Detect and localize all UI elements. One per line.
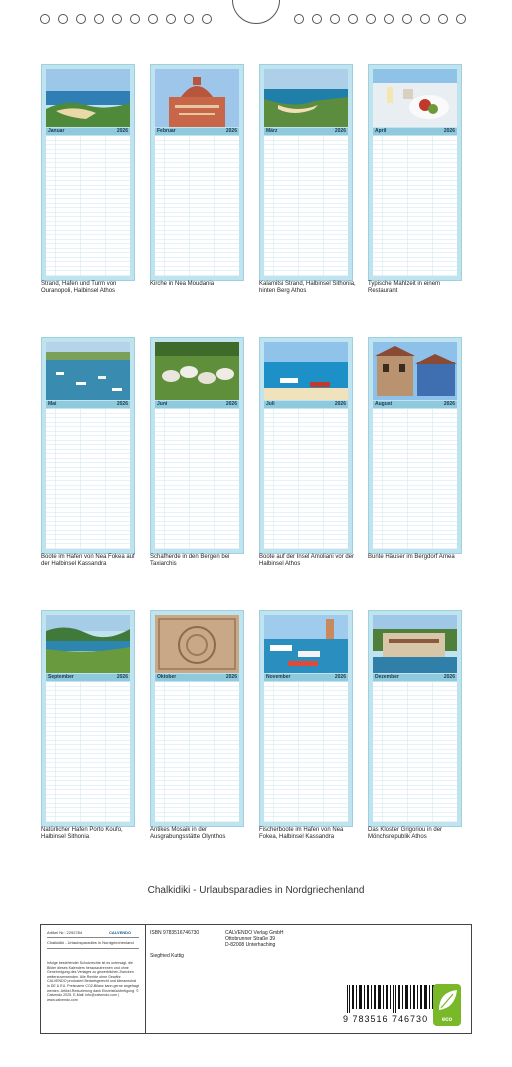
month-name: Juli — [266, 401, 275, 407]
publisher-street: Ottobrunner Straße 39 — [225, 936, 276, 942]
day-grid — [155, 409, 239, 549]
month-year: 2026 — [443, 401, 455, 407]
leaf-icon — [433, 986, 461, 1014]
photo-meal — [373, 69, 457, 127]
month-panel-maerz — [259, 64, 353, 281]
month-year: 2026 — [116, 128, 128, 134]
caption-maerz: Kalamitsi Strand, Halbinsel Sithonia, hinten Berg Athos — [259, 281, 356, 294]
eco-badge — [433, 984, 461, 1026]
caption-dezember: Das Kloster Grigoriou in der Mönchsrepublik Athos — [368, 827, 443, 840]
article-number: Artikel Nr.: 2292784 — [47, 930, 83, 935]
month-name: Oktober — [157, 674, 177, 680]
caption-februar: Kirche in Nea Moudania — [150, 281, 215, 287]
month-panel-juni — [150, 337, 244, 554]
caption-oktober: Antikes Mosaik in der Ausgrabungsstätte Olynthos — [150, 827, 226, 840]
month-name: Februar — [157, 128, 176, 134]
month-header — [155, 674, 239, 681]
month-name: April — [375, 128, 387, 134]
month-header — [46, 674, 130, 681]
binding-hole — [94, 14, 104, 24]
month-year: 2026 — [225, 401, 237, 407]
divider — [47, 937, 139, 938]
day-grid — [155, 136, 239, 276]
photo-kalamitsi — [264, 69, 348, 127]
publisher-block — [221, 925, 321, 1033]
photo-porto-koufo — [46, 615, 130, 673]
month-header — [264, 401, 348, 408]
month-year: 2026 — [443, 128, 455, 134]
month-name: Januar — [48, 128, 65, 134]
binding-hole — [348, 14, 358, 24]
month-name: Juni — [157, 401, 168, 407]
photo-nea-fokea-boats — [46, 342, 130, 400]
month-year: 2026 — [443, 674, 455, 680]
month-panel-august — [368, 337, 462, 554]
month-panel-november — [259, 610, 353, 827]
month-header — [373, 128, 457, 135]
photo-grigoriou-monastery — [373, 615, 457, 673]
eco-label: eco — [441, 1017, 453, 1023]
publisher-city: D-82008 Unterhaching — [225, 942, 276, 948]
caption-juni: Schafherde in den Bergen bei Taxiarchis — [150, 554, 230, 567]
month-name: November — [266, 674, 291, 680]
binding-hole — [312, 14, 322, 24]
binding-hole — [130, 14, 140, 24]
binding-hole — [202, 14, 212, 24]
binding-hole — [420, 14, 430, 24]
caption-juli: Boote auf der Insel Amoliani vor der Halbinsel Athos — [259, 554, 355, 567]
day-grid — [264, 136, 348, 276]
month-year: 2026 — [116, 401, 128, 407]
month-header — [264, 674, 348, 681]
binding-hole — [366, 14, 376, 24]
day-grid — [155, 682, 239, 822]
barcode — [347, 985, 447, 1013]
binding-hole — [148, 14, 158, 24]
calendar-title: Chalkidiki - Urlaubsparadies in Nordgriechenland — [147, 885, 365, 896]
caption-mai: Boote im Hafen von Nea Fokea auf der Halbinsel Kassandra — [41, 554, 135, 567]
product-line: Chalkidiki - Urlaubsparadies in Nordgriechenland — [47, 940, 134, 945]
binding-hole — [40, 14, 50, 24]
binding-hole — [438, 14, 448, 24]
photo-arnea-houses — [373, 342, 457, 400]
month-panel-april — [368, 64, 462, 281]
photo-amoliani-boats — [264, 342, 348, 400]
day-grid — [264, 682, 348, 822]
binding-hole — [294, 14, 304, 24]
month-year: 2026 — [334, 401, 346, 407]
month-panel-februar — [150, 64, 244, 281]
month-year: 2026 — [116, 674, 128, 680]
month-header — [264, 128, 348, 135]
binding-hole — [402, 14, 412, 24]
month-year: 2026 — [225, 674, 237, 680]
footer-middle-column — [146, 925, 206, 1033]
photo-fishing-boats — [264, 615, 348, 673]
month-name: Mai — [48, 401, 57, 407]
caption-november: Fischerboote im Hafen von Nea Fokea, Halbinsel Kassandra — [259, 827, 344, 840]
month-header — [46, 401, 130, 408]
day-grid — [46, 409, 130, 549]
day-grid — [46, 136, 130, 276]
binding-hole — [76, 14, 86, 24]
month-panel-juli — [259, 337, 353, 554]
caption-august: Bunte Häuser im Bergdorf Arnea — [368, 554, 455, 560]
divider — [47, 948, 139, 949]
month-panel-september — [41, 610, 135, 827]
month-year: 2026 — [334, 128, 346, 134]
photo-mosaic — [155, 615, 239, 673]
barcode-number: 9 783516 746730 — [343, 1014, 429, 1024]
legal-notice: Infolge bestehender Schutzrechte ist es untersagt, die Bilder dieses Kalenders herauszutrennen und ohne Genehmigung des Verlages zu gewerblichen Zwecken weiterzuverwenden. Alle Rechte ohne Gewähr. CALVENDO produziert Bedarfsgerecht und klimaneutral in DE & EU. Preisname CO2-Bilanz kann gerne angefragt werden. Artikel-Reduzierung dank Einzelstückfertigung. © Calvendo 2025. E-Mail: info@calvendo.com | www.calvendo.com — [47, 961, 139, 1002]
day-grid — [373, 409, 457, 549]
binding-hole — [184, 14, 194, 24]
binding-hole — [112, 14, 122, 24]
day-grid — [373, 136, 457, 276]
binding-hole — [58, 14, 68, 24]
month-name: März — [266, 128, 278, 134]
caption-april: Typische Mahlzeit in einem Restaurant — [368, 281, 441, 294]
month-name: September — [48, 674, 74, 680]
binding-hole — [166, 14, 176, 24]
month-header — [155, 128, 239, 135]
day-grid — [373, 682, 457, 822]
binding-hole — [330, 14, 340, 24]
month-panel-mai — [41, 337, 135, 554]
month-panel-dezember — [368, 610, 462, 827]
calvendo-logo: CALVENDO — [109, 930, 132, 935]
photo-church — [155, 69, 239, 127]
isbn-number: ISBN 9783516746730 — [150, 930, 200, 936]
month-name: Dezember — [375, 674, 399, 680]
caption-september: Natürlicher Hafen Porto Koufo, Halbinsel Sithonia — [41, 827, 123, 840]
month-year: 2026 — [334, 674, 346, 680]
month-panel-januar — [41, 64, 135, 281]
month-header — [155, 401, 239, 408]
photo-sheep — [155, 342, 239, 400]
month-header — [46, 128, 130, 135]
footer-panel — [40, 924, 472, 1034]
month-header — [373, 674, 457, 681]
binding-hole — [384, 14, 394, 24]
month-year: 2026 — [225, 128, 237, 134]
photo-ouranopoli — [46, 69, 130, 127]
publisher-name: CALVENDO Verlag GmbH — [225, 930, 284, 936]
footer-left-column — [41, 925, 146, 1033]
day-grid — [46, 682, 130, 822]
month-header — [373, 401, 457, 408]
month-name: August — [375, 401, 393, 407]
month-panel-oktober — [150, 610, 244, 827]
binding-hole — [456, 14, 466, 24]
author-name: Siegfried Kuttig — [150, 953, 184, 959]
day-grid — [264, 409, 348, 549]
caption-januar: Strand, Hafen und Turm von Ouranopoli, Halbinsel Athos — [41, 281, 117, 294]
